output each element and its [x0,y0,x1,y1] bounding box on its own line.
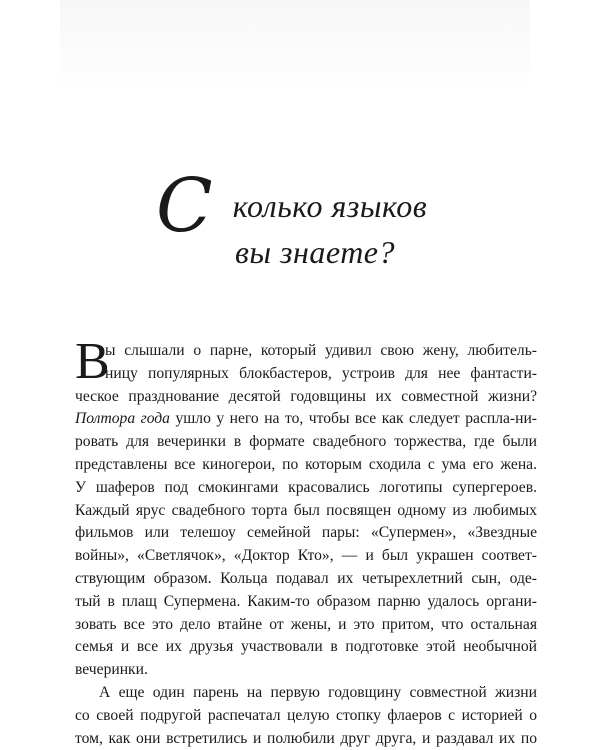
drop-cap: В [75,333,110,390]
paragraph-1-line: ствующим образом. Кольца подавал их четырехлетний сын, оде- [75,569,537,587]
paragraph-1-line: ровать для вечеринки в формате свадебного торжества, где были [75,433,537,451]
paragraph-1-line: ческое празднование десятой годовщины их совместной жизни? [75,387,537,405]
chapter-title-swash-initial: С [156,163,214,249]
body-text [75,333,537,750]
chapter-title-line-1-rest: колько языков [232,188,428,224]
paragraph-1-line-rest: ушло у него на то, чтобы все как следует распла-ни- [175,410,537,428]
chapter-title [150,163,480,275]
paragraph-1-line: тый в плащ Супермена. Каким-то образом парню удалось органи- [75,592,537,610]
paragraph-1-line: фильмов или телешоу семейной пары: «Супермен», «Звездные [75,524,537,542]
emphasis-text: Полтора года [75,410,170,428]
paragraph-1-line: ы слышали о парне, который удивил свою жену, любитель- [105,342,537,359]
paragraph-1-line: семья и все их друзья участвовали в подготовке этой необычной [75,638,537,656]
paragraph-2-line: том, как они встретились и полюбили друг друга, и раздавал их по [75,729,537,747]
paragraph-2-line: А еще один парень на первую годовщину совместной жизни [99,683,537,701]
paragraph-1-line: У шаферов под смокингами красовались логотипы супергероев. [75,478,537,496]
paragraph-1-line: ницу популярных блокбастеров, устроив для нее фантасти- [105,364,537,382]
chapter-title-line-1 [150,163,480,249]
paragraph-1-line: зовать все это дело втайне от жены, и это притом, что остальная [75,615,537,633]
paragraph-1-line: войны», «Светлячок», «Доктор Кто», — и был украшен соответ- [75,547,537,565]
paragraph-1-line: Каждый ярус свадебного торта был посвящен одному из любимых [75,501,537,519]
paragraph-1-line: представлены все киногерои, по которым сходила с ума его жена. [75,455,537,473]
paragraph-2-line: со своей подругой распечатал целую стопку флаеров с историей о [75,706,537,724]
chapter-title-line-2: вы знаете? [234,234,395,270]
page-scan-shadow [60,0,530,90]
paragraph-1-line-with-emphasis [75,408,537,431]
paragraph-1-line: вечеринки. [75,661,148,679]
